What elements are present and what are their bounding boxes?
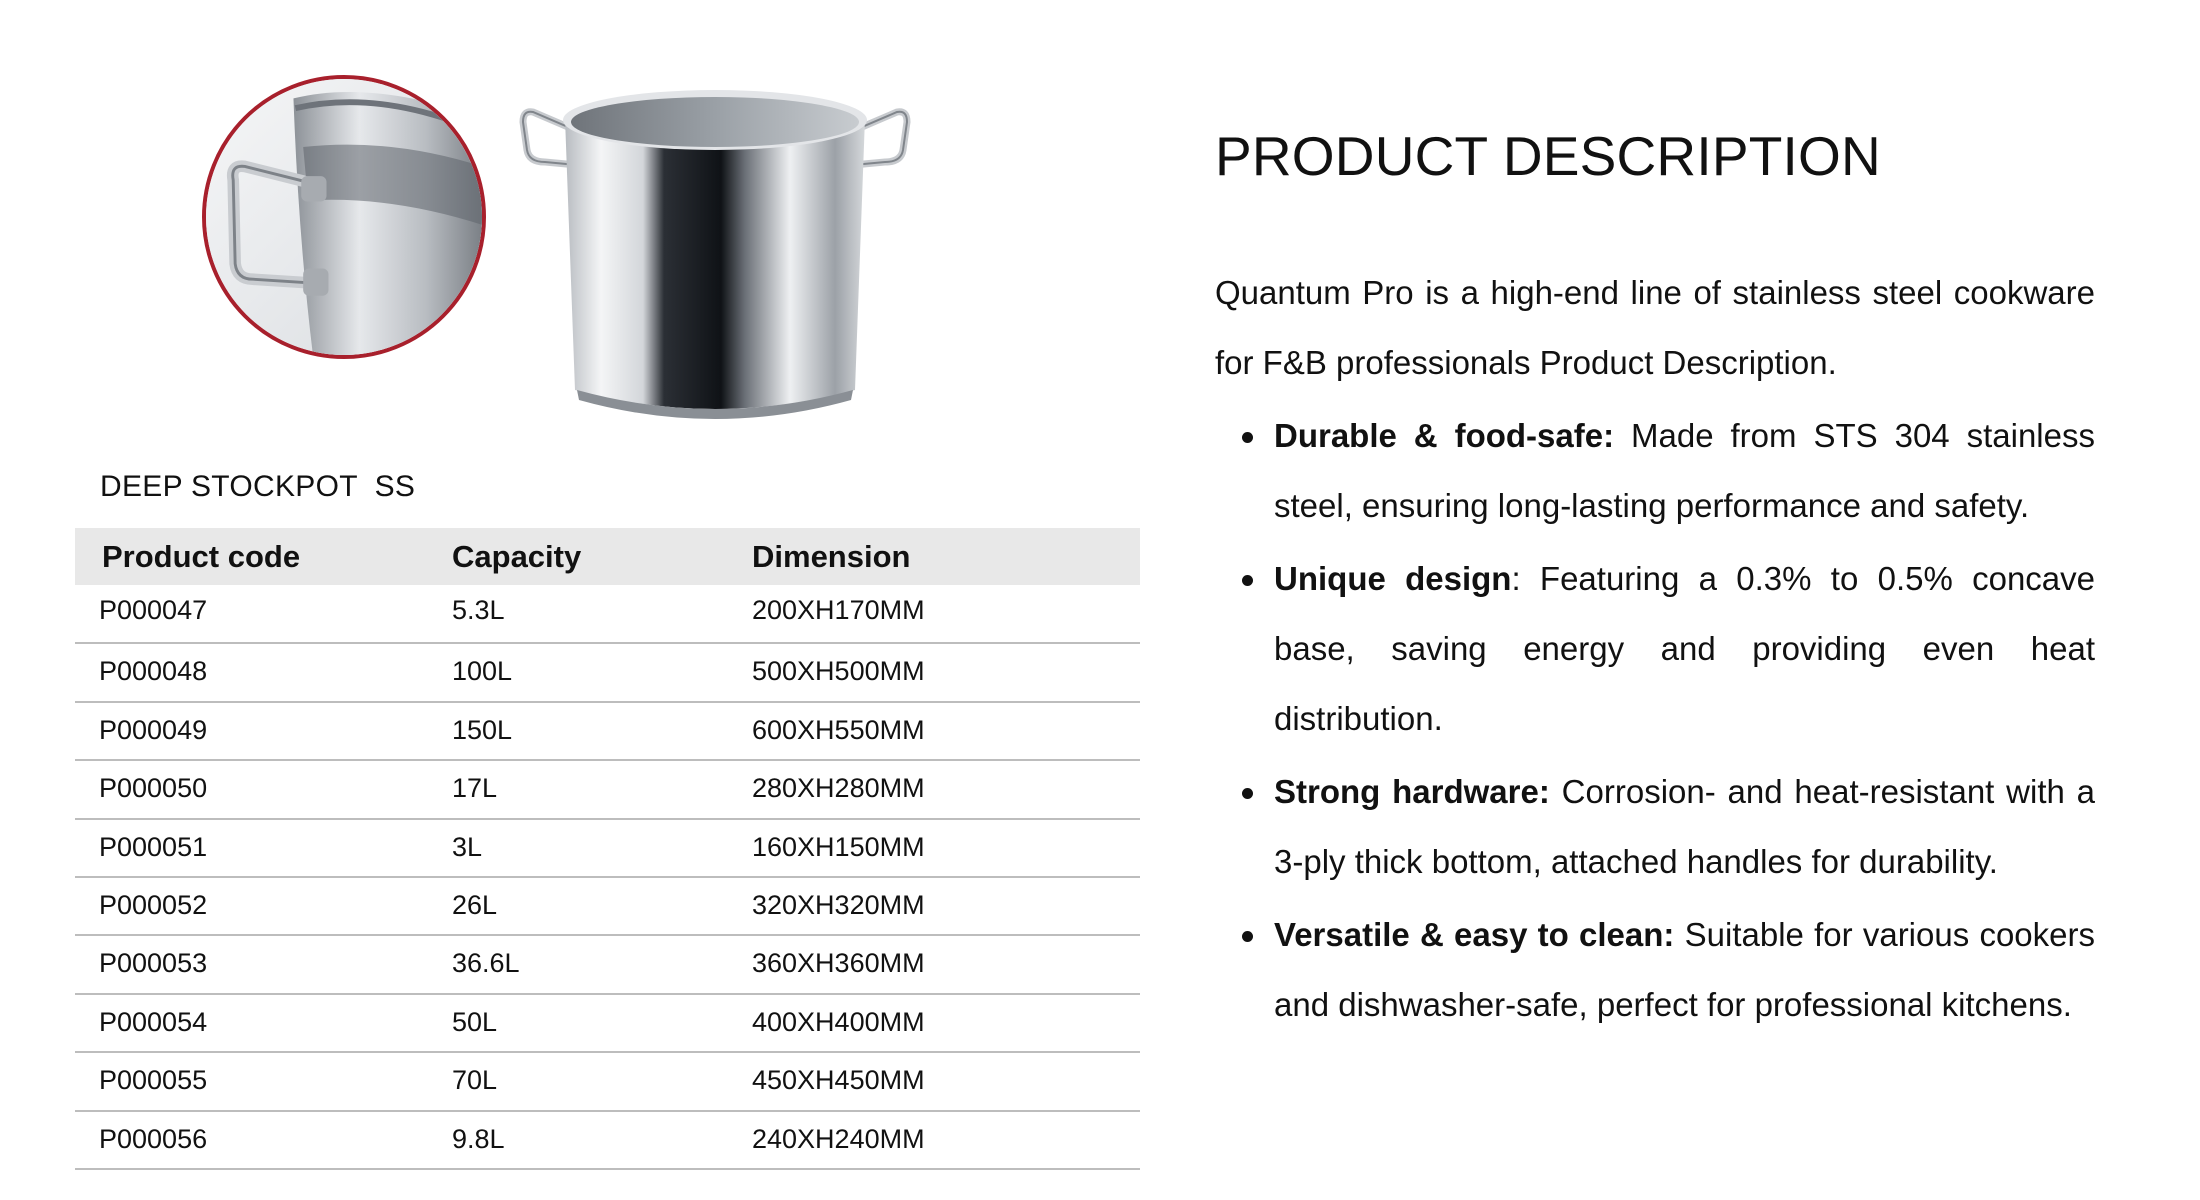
description-intro: Quantum Pro is a high-end line of stainless steel cookware for F&B professionals Product Description.: [1215, 274, 2095, 381]
cell-product-code: P000049: [75, 702, 450, 760]
feature-item: [1274, 757, 2095, 897]
table-row: [75, 585, 1140, 643]
feature-heading: Strong hardware:: [1274, 773, 1550, 810]
cell-capacity: 26L: [450, 877, 750, 935]
feature-list: [1215, 401, 2095, 1040]
feature-item: [1274, 401, 2095, 541]
cell-product-code: P000056: [75, 1111, 450, 1169]
cell-product-code: P000050: [75, 760, 450, 818]
table-row: [75, 877, 1140, 935]
cell-dimension: 200XH170MM: [750, 585, 1140, 643]
cell-dimension: 280XH280MM: [750, 760, 1140, 818]
feature-text: Suitable for various cookers and dishwasher-safe, perfect for professional kitchens.: [1274, 916, 2095, 1023]
cell-capacity: 3L: [450, 819, 750, 877]
feature-heading: Versatile & easy to clean:: [1274, 916, 1675, 953]
bullet-icon: [1242, 931, 1253, 942]
table-row: [75, 1052, 1140, 1110]
table-header-row: [75, 528, 1140, 585]
spec-table: [75, 528, 1140, 1170]
cell-capacity: 150L: [450, 702, 750, 760]
cell-capacity: 9.8L: [450, 1111, 750, 1169]
cell-capacity: 5.3L: [450, 585, 750, 643]
cell-product-code: P000054: [75, 994, 450, 1052]
feature-text: Made from STS 304 stainless steel, ensuring long-lasting performance and safety.: [1274, 417, 2095, 524]
product-description: [1215, 118, 2095, 1040]
cell-capacity: 17L: [450, 760, 750, 818]
description-title: PRODUCT DESCRIPTION: [1215, 125, 1881, 187]
cell-dimension: 360XH360MM: [750, 935, 1140, 993]
cell-capacity: 50L: [450, 994, 750, 1052]
cell-dimension: 240XH240MM: [750, 1111, 1140, 1169]
header-capacity: Capacity: [452, 538, 582, 574]
cell-product-code: P000048: [75, 643, 450, 701]
stockpot-product-image: [515, 90, 915, 450]
table-row: [75, 935, 1140, 993]
handle-closeup-image: [202, 75, 486, 359]
cell-product-code: P000051: [75, 819, 450, 877]
feature-text: Corrosion- and heat-resistant with a 3-ply thick bottom, attached handles for durability.: [1274, 773, 2096, 880]
feature-item: [1274, 544, 2095, 754]
table-row: [75, 994, 1140, 1052]
cell-capacity: 70L: [450, 1052, 750, 1110]
cell-product-code: P000047: [75, 585, 450, 643]
table-row: [75, 702, 1140, 760]
cell-dimension: 160XH150MM: [750, 819, 1140, 877]
table-row: [75, 760, 1140, 818]
cell-capacity: 100L: [450, 643, 750, 701]
header-dimension: Dimension: [752, 538, 911, 574]
product-name: DEEP STOCKPOT SS: [100, 470, 416, 503]
cell-product-code: P000055: [75, 1052, 450, 1110]
table-row: [75, 819, 1140, 877]
cell-dimension: 500XH500MM: [750, 643, 1140, 701]
cell-dimension: 600XH550MM: [750, 702, 1140, 760]
stockpot-illustration: [515, 90, 915, 450]
bullet-icon: [1242, 788, 1253, 799]
feature-item: [1274, 900, 2095, 1040]
table-row: [75, 1111, 1140, 1169]
cell-product-code: P000052: [75, 877, 450, 935]
cell-dimension: 400XH400MM: [750, 994, 1140, 1052]
feature-heading: Unique design: [1274, 560, 1512, 597]
cell-product-code: P000053: [75, 935, 450, 993]
cell-dimension: 320XH320MM: [750, 877, 1140, 935]
feature-heading: Durable & food-safe:: [1274, 417, 1615, 454]
feature-text: : Featuring a 0.3% to 0.5% concave base, saving energy and providing even heat distribution.: [1274, 560, 2096, 737]
header-product-code: Product code: [102, 538, 301, 574]
handle-closeup-illustration: [206, 79, 482, 355]
bullet-icon: [1242, 575, 1253, 586]
table-row: [75, 643, 1140, 701]
bullet-icon: [1242, 432, 1253, 443]
cell-dimension: 450XH450MM: [750, 1052, 1140, 1110]
cell-capacity: 36.6L: [450, 935, 750, 993]
